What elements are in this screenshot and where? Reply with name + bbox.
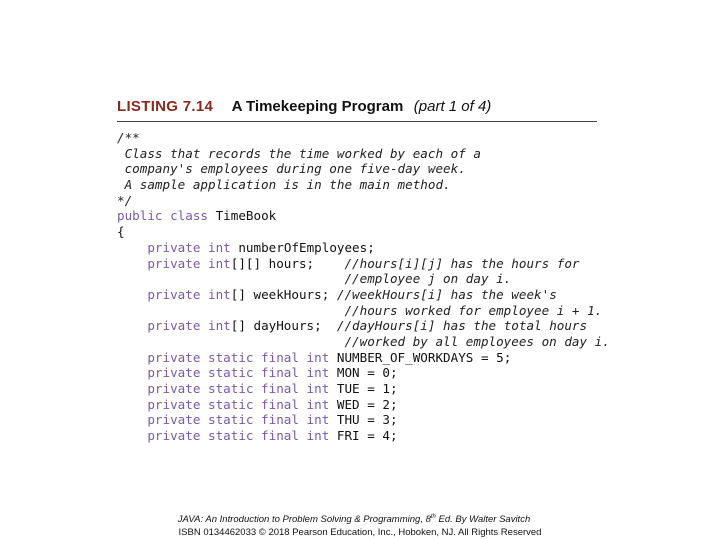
code-line (117, 256, 607, 272)
code-listing (117, 130, 610, 444)
code-text: THU = 3; (336, 412, 398, 428)
header-divider (117, 121, 597, 122)
code-line (117, 130, 607, 146)
code-line (117, 397, 607, 413)
code-text: TimeBook (215, 208, 277, 224)
code-line (117, 303, 607, 319)
footer-edition-sup: th (430, 514, 436, 520)
code-keyword: private static final int (117, 396, 337, 412)
code-comment: //weekHours[i] has the week's (336, 286, 557, 302)
code-keyword: private static final int (117, 349, 337, 365)
code-comment: //employee j on day i. (117, 271, 512, 287)
code-comment: */ (117, 192, 133, 208)
code-line (117, 177, 607, 193)
footer-book-line (0, 511, 720, 526)
footer-author: Ed. By Walter Savitch (435, 514, 531, 526)
code-line (117, 381, 607, 397)
code-text: MON = 0; (336, 365, 398, 381)
code-comment: Class that records the time worked by each of a (117, 145, 481, 161)
code-text: WED = 2; (336, 396, 398, 412)
page-footer (0, 511, 720, 539)
code-text: { (117, 224, 125, 240)
code-line (117, 412, 607, 428)
code-comment: //dayHours[i] has the total hours (336, 318, 588, 334)
code-text: FRI = 4; (336, 428, 398, 444)
code-comment: /** (117, 130, 140, 145)
code-line (117, 271, 607, 287)
code-text: [] weekHours; (230, 286, 337, 302)
listing-title: A Timekeeping Program (231, 98, 404, 115)
code-keyword: private int (117, 255, 231, 271)
code-comment: //hours worked for employee i + 1. (117, 302, 603, 318)
code-keyword: public class (117, 208, 216, 224)
footer-book: JAVA: An Introduction to Problem Solving & Programming, 8 (177, 514, 431, 526)
code-keyword: private int (117, 239, 239, 255)
code-line (117, 318, 607, 334)
code-line (117, 365, 607, 381)
code-comment: //hours[i][j] has the hours for (344, 255, 580, 271)
code-keyword: private int (117, 286, 231, 302)
code-text: [] dayHours; (230, 318, 337, 334)
code-keyword: private static final int (117, 412, 337, 428)
code-keyword: private static final int (117, 428, 337, 444)
code-line (117, 333, 610, 350)
code-text: numberOfEmployees; (238, 239, 375, 255)
footer-copyright: ISBN 0134462033 © 2018 Pearson Education, Inc., Hoboken, NJ. All Rights Reserved (178, 527, 542, 539)
code-line (117, 287, 607, 303)
code-keyword: private static final int (117, 365, 337, 381)
code-text: NUMBER_OF_WORKDAYS = 5; (336, 349, 512, 365)
code-line (117, 224, 607, 240)
code-comment: //worked by all employees on day i. (117, 333, 610, 349)
listing-header (117, 98, 597, 120)
code-line (117, 428, 607, 444)
code-comment: company's employees during one five-day week. (117, 161, 466, 177)
code-keyword: private int (117, 318, 231, 334)
listing-part: (part 1 of 4) (413, 98, 492, 115)
code-line (117, 350, 607, 366)
code-keyword: private static final int (117, 381, 337, 396)
listing-label: LISTING 7.14 (117, 98, 214, 115)
code-text: [][] hours; (230, 255, 345, 271)
code-line (117, 193, 607, 209)
code-line (117, 208, 607, 224)
code-comment: A sample application is in the main method. (117, 177, 451, 193)
code-text: TUE = 1; (336, 381, 398, 396)
code-line (117, 146, 607, 162)
code-line (117, 240, 607, 256)
code-line (117, 161, 607, 177)
